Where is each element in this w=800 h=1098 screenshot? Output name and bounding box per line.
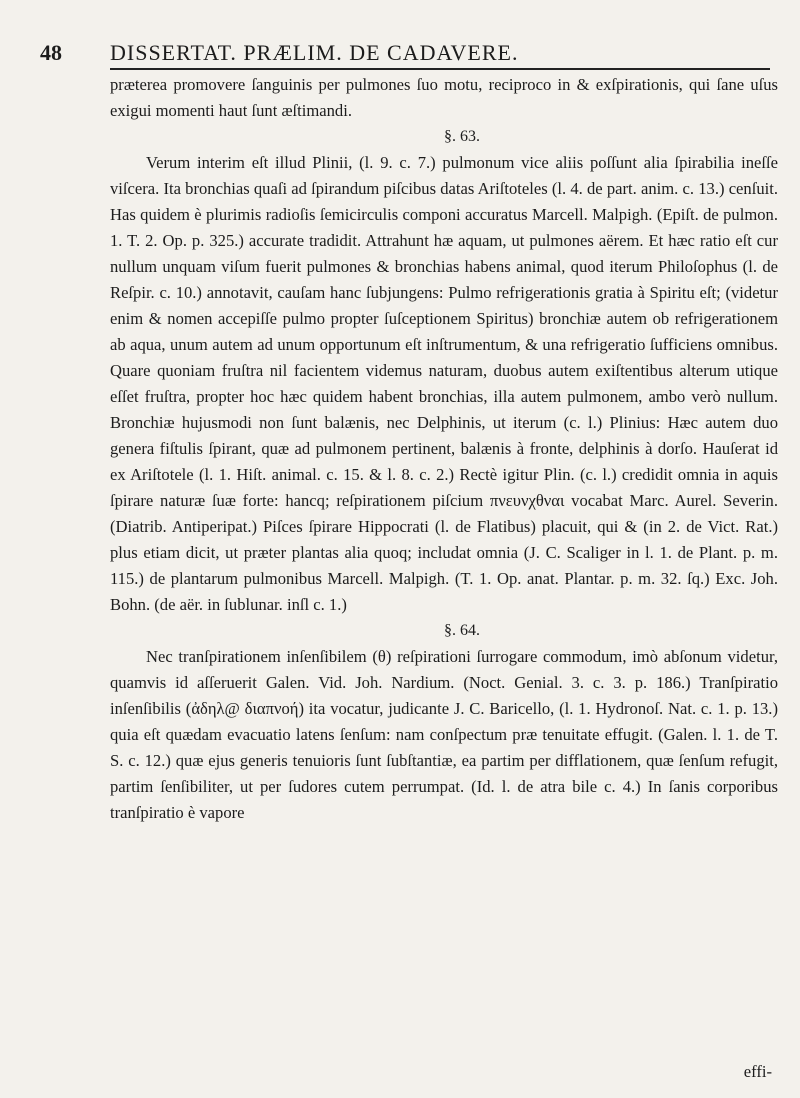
paragraph-section-64: Nec tranſpirationem inſenſibilem (θ) reſpirationi ſurrogare commodum, imò abſonum videtur, quamvis id aſſeruerit Galen. Vid. Joh. Nardium. (Noct. Genial. 3. c. 3. p. 186.) Tranſpiratio inſenſibilis (ἀδηλ@ διαπνοή) ita vocatur, judicante J. C. Baricello, (l. 1. Hydronoſ. Nat. c. 1. p. 13.) quia eſt quædam evacuatio latens ſenſum: nam conſpectum præ tenuitate effugit. (Galen. l. 1. de T. S. c. 12.) quæ ejus generis tenuioris ſunt ſubſtantiæ, ea partim per difflationem, quæ ſenſum refugit, partim ſenſibiliter, ut per ſudores cutem perrumpat. (Id. l. de atra bile c. 4.) In ſanis corporibus tranſpiratio è vapore xyxy=(110,647,778,822)
running-title: DISSERTAT. PRÆLIM. DE CADAVERE. xyxy=(110,40,519,65)
section-heading-63: §. 63. xyxy=(444,128,480,145)
header-rule xyxy=(110,68,770,70)
page-number: 48 xyxy=(40,40,62,65)
paragraph-section-63: Verum interim eſt illud Plinii, (l. 9. c. 7.) pulmonum vice aliis poſſunt alia ſpirabilia ineſſe viſcera. Ita bronchias quaſi ad ſpirandum piſcibus datas Ariſtoteles (l. 4. de part. anim. c. 13.) cenſuit. Has quidem è plurimis radioſis ſemicirculis componi accuratus Marcell. Malpigh. (Epiſt. de pulmon. 1. T. 2. Op. p. 325.) accurate tradidit. Attrahunt hæ aquam, ut pulmones aërem. Et hæc ratio eſt cur nullum unquam viſum fuerit pulmones & bronchias habens animal, quod iterum Philoſophus (l. de Reſpir. c. 10.) annotavit, cauſam hanc ſubjungens: Pulmo refrigerationis gratia à Spiritu eſt; (videtur enim & nomen accepiſſe pulmo propter ſuſceptionem Spiritus) bronchiæ autem ob refrigerationem ab aqua, unum autem ad unum opportunum eſt inſtrumentum, & una refrigeratio ſufficiens omnibus. Quare quoniam fruſtra nil facientem videmus naturam, duobus autem exiſtentibus alterum utique eſſet fruſtra, propter hoc hæc quidem habent bronchias, illa autem pulmonem, ambo verò nullum. Bronchiæ hujusmodi non ſunt balænis, nec Delphinis, ut iterum (c. l.) Plinius: Hæc autem duo genera fiſtulis ſpirant, quæ ad pulmonem pertinent, balænis à fronte, delphinis à dorſo. Hauſerat id ex Ariſtotele (l. 1. Hiſt. animal. c. 15. & l. 8. c. 2.) Rectè igitur Plin. (c. l.) credidit omnia in aquis ſpirare naturæ ſuæ forte: hancq; reſpirationem piſcium πνευνχθναι vocabat Marc. Aurel. Severin. (Diatrib. Antiperipat.) Piſces ſpirare Hippocrati (l. de Flatibus) placuit, qui & (in 2. de Vict. Rat.) plus etiam dicit, ut præter plantas alia quoq; includat omnia (J. C. Scaliger in l. 1. de Plant. p. m. 115.) de plantarum pulmonibus Marcell. Malpigh. (T. 1. Op. anat. Plantar. p. m. 32. ſq.) Exc. Joh. Bohn. (de aër. in ſublunar. inſl c. 1.) xyxy=(110,153,778,614)
section-heading-64: §. 64. xyxy=(444,622,480,639)
page-header xyxy=(40,40,780,66)
main-text xyxy=(110,72,778,826)
paragraph-continued: prætereа promovere ſanguinis per pulmones ſuo motu, reciproco in & exſpirationis, qui ſane uſus exigui momenti haut ſunt æſtimandi. xyxy=(110,75,778,120)
catchword: effi- xyxy=(743,1062,772,1081)
